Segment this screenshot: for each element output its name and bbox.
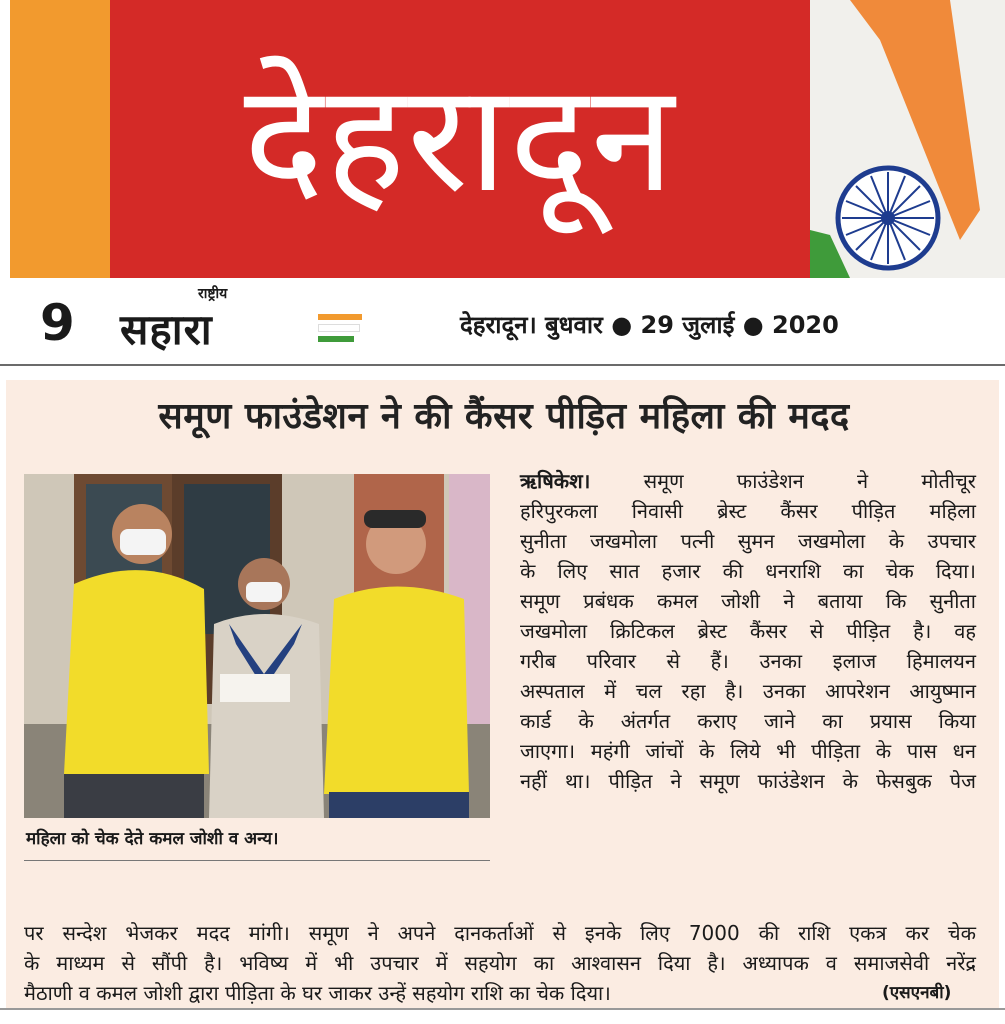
body-line: जाएगा। महंगी जांचों के लिये भी पीड़िता के पास धन: [520, 739, 976, 763]
body-line: के लिए सात हजार की धनराशि का चेक दिया।: [520, 559, 976, 583]
saffron-stripe: [10, 0, 110, 278]
article-photo: [24, 474, 490, 818]
dateline-bar: [0, 280, 1005, 366]
issue-date: देहरादून। बुधवार ● 29 जुलाई ● 2020: [460, 311, 839, 339]
news-article: [6, 380, 999, 1008]
page-number: 9: [40, 294, 75, 352]
flag-image: [810, 0, 1005, 278]
body-line: के माध्यम से सौंपी है। भविष्य में भी उपचार में सहयोग का आश्वासन दिया है। अध्यापक व समाजसेवी नरेंद्र: [24, 951, 976, 975]
body-line: जखमोला क्रिटिकल ब्रेस्ट कैंसर से पीड़ित है। वह: [520, 619, 976, 643]
logo-small-text: राष्ट्रीय: [198, 286, 228, 302]
body-line: मैठाणी व कमल जोशी द्वारा पीड़िता के घर जाकर उन्हें सहयोग राशि का चेक दिया।: [24, 981, 611, 1005]
masthead: [0, 0, 1005, 278]
photo-caption: महिला को चेक देते कमल जोशी व अन्य।: [26, 829, 279, 849]
caption-divider: [24, 860, 490, 861]
body-line: ऋषिकेश। समूण फाउंडेशन ने मोतीचूर: [520, 469, 976, 493]
body-line: पर सन्देश भेजकर मदद मांगी। समूण ने अपने दानकर्ताओं से इनके लिए 7000 की राशि एकत्र कर चेक: [24, 921, 976, 945]
logo-stripes: [318, 314, 362, 346]
newspaper-logo: [120, 284, 380, 354]
bottom-divider: [0, 1008, 1005, 1010]
news-agency-credit: (एसएनबी): [882, 983, 952, 1003]
divider: [0, 364, 1005, 366]
dateline-place: ऋषिकेश।: [520, 469, 591, 493]
logo-big-text: सहारा: [120, 305, 213, 354]
body-line: अस्पताल में चल रहा है। उनका आपरेशन आयुष्मान: [520, 679, 976, 703]
body-line: सुनीता जखमोला पत्नी सुमन जखमोला के उपचार: [520, 529, 976, 553]
body-line: नहीं था। पीड़ित ने समूण फाउंडेशन के फेसबुक पेज: [520, 769, 976, 793]
body-line: हरिपुरकला निवासी ब्रेस्ट कैंसर पीड़ित महिला: [520, 499, 976, 523]
body-line: समूण प्रबंधक कमल जोशी ने बताया कि सुनीता: [520, 589, 976, 613]
body-line: गरीब परिवार से हैं। उनका इलाज हिमालयन: [520, 649, 976, 673]
article-headline: समूण फाउंडेशन ने की कैंसर पीड़ित महिला की मदद: [158, 396, 850, 437]
body-line: कार्ड के अंतर्गत कराए जाने का प्रयास किया: [520, 709, 976, 733]
city-title: देहरादून: [243, 52, 677, 226]
